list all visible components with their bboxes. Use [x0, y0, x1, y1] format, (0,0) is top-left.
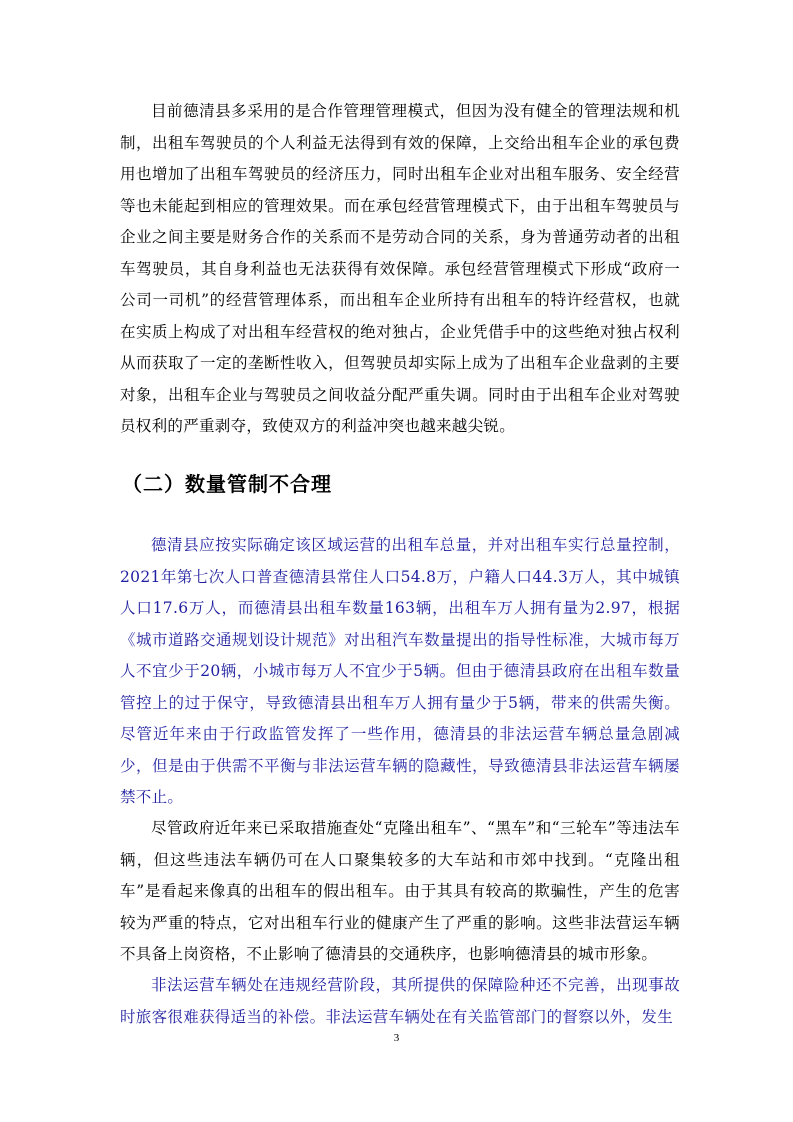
section-heading: （二）数量管制不合理 [122, 472, 332, 496]
paragraph-illegal-vehicles: 尽管政府近年来已采取措施查处“克隆出租车”、“黑车”和“三轮车”等违法车辆，但这些违法车辆仍可在人口聚集较多的大车站和市郊中找到。“克隆出租车”是看起来像真的出租车的假出租车。由于其具有较高的欺骗性，产生的危害较为严重的特点，它对出租车行业的健康产生了严重的影响。这些非法营运车辆不具备上岗资格，不止影响了德清县的交通秩序，也影响德清县的城市形象。 [120, 819, 680, 963]
paragraph-quantity-control: 德清县应按实际确定该区域运营的出租车总量，并对出租车实行总量控制，2021年第七次人口普查德清县常住人口54.8万，户籍人口44.3万人，其中城镇人口17.6万人，而德清县出租车数量163辆，出租车万人拥有量为2.97，根据《城市道路交通规划设计规范》对出租汽车数量提出的指导性标准，大城市每万人不宜少于20辆，小城市每万人不宜少于5辆。但由于德清县政府在出租车数量管控上的过于保守，导致德清县出租车万人拥有量少于5辆，带来的供需失衡。尽管近年来由于行政监管发挥了一些作用，德清县的非法运营车辆总量急剧减少，但是由于供需不平衡与非法运营车辆的隐藏性，导致德清县非法运营车辆屡禁不止。 [120, 536, 680, 806]
paragraph-management-mode: 目前德清县多采用的是合作管理管理模式，但因为没有健全的管理法规和机制，出租车驾驶员的个人利益无法得到有效的保障，上交给出租车企业的承包费用也增加了出租车驾驶员的经济压力，同时出租车企业对出租车服务、安全经营等也未能起到相应的管理效果。而在承包经营管理模式下，由于出租车驾驶员与企业之间主要是财务合作的关系而不是劳动合同的关系，身为普通劳动者的出租车驾驶员，其自身利益也无法获得有效保障。承包经营管理模式下形成“政府一公司一司机”的经营管理体系，而出租车企业所持有出租车的特许经营权，也就在实质上构成了对出租车经营权的绝对独占，企业凭借手中的这些绝对独占权利从而获取了一定的垄断性收入，但驾驶员却实际上成为了出租车企业盘剥的主要对象，出租车企业与驾驶员之间收益分配严重失调。同时由于出租车企业对驾驶员权利的严重剥夺，致使双方的利益冲突也越来越尖锐。 [120, 102, 680, 435]
page-number: 3 [393, 1032, 400, 1044]
paragraph-insurance: 非法运营车辆处在违规经营阶段，其所提供的保障险种还不完善，出现事故时旅客很难获得适当的补偿。非法运营车辆处在有关监管部门的督察以外，发生 [120, 976, 680, 1026]
